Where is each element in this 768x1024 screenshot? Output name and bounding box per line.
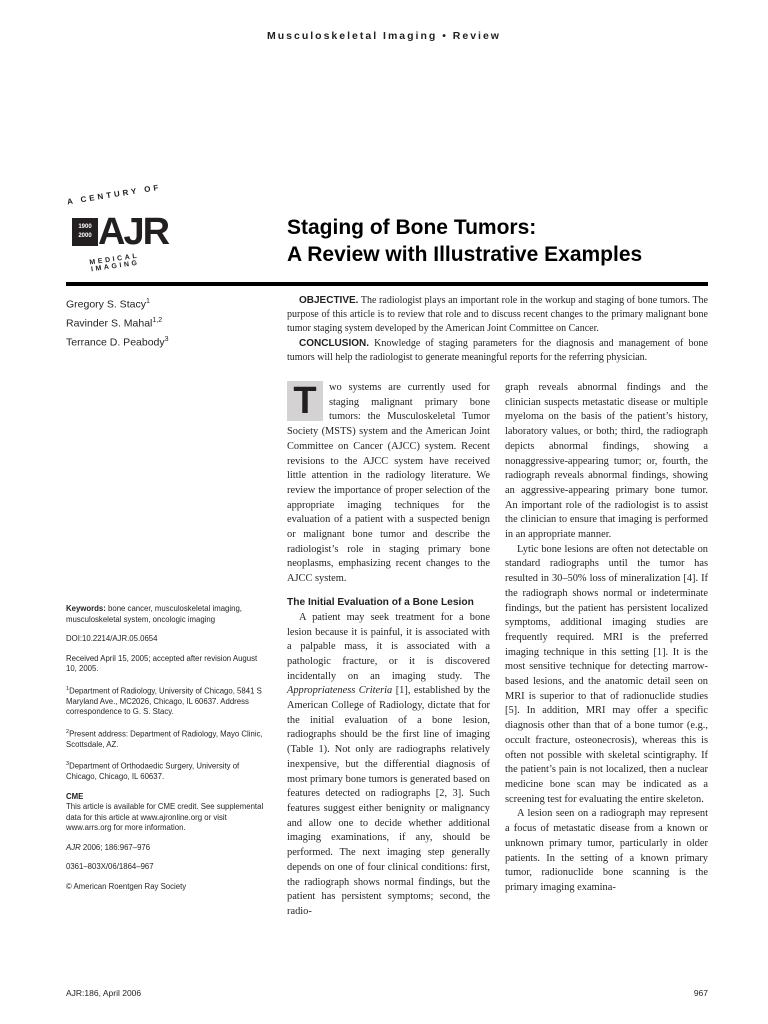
citation: AJR 2006; 186:967–976 bbox=[66, 842, 151, 852]
affiliation-2: $^2$Present address: Department of Radiology, Mayo Clinic, Scottsdale, AZ. bbox=[66, 728, 263, 749]
abstract-objective: OBJECTIVE. The radiologist plays an important role in the workup and staging of bone tumors. The purpose of this article is to review that role and to discuss recent changes to the primary malignant bone tumor staging system developed by the American Joint Committee on Cancer. bbox=[287, 295, 708, 335]
logo-mark bbox=[72, 210, 169, 254]
objective-label: OBJECTIVE. bbox=[299, 295, 359, 306]
doi: DOI:10.2214/AJR.05.0654 bbox=[66, 634, 158, 643]
body-paragraph: A patient may seek treatment for a bone lesion because it is painful, it is associated with a palpable mass, it is associated with a pathologic fracture, or it is discovered incidentally on an imaging study. The Appropriateness Criteria [1], established by the American College of Radiology, dictate that for the initial evaluation of a bone lesion, radiographs should be the first line of imaging (Table 1). Not only are radiographs relatively inexpensive, but the differential diagnosis of most primary bone tumors is generated based on features detected on radiographs [2, 3]. Such features suggest either benignity or malignancy and allow one to decide whether additional imaging examinations, if any, should be performed. The next imaging step generally depends on one of four clinical conditions: first, the radiograph shows normal findings, but the patient has persistent symptoms; second, the radio- bbox=[287, 611, 491, 917]
drop-cap: T bbox=[287, 381, 323, 421]
copyright: © American Roentgen Ray Society bbox=[66, 881, 187, 891]
page-number: 967 bbox=[693, 988, 708, 998]
title-line-2: A Review with Illustrative Examples bbox=[287, 243, 643, 266]
article-info-sidebar bbox=[66, 604, 266, 901]
affiliation-1: $^1$Department of Radiology, University of Chicago, 5841 S Maryland Ave., MC2026, Chicago, IL 60637. Address correspondence to G. S. Stacy. bbox=[66, 685, 262, 717]
body-column-1 bbox=[287, 381, 490, 920]
body-paragraph: A lesion seen on a radiograph may represent a focus of metastatic disease from a known or unknown primary tumor, particularly in older patients. In the setting of a known primary tumor, radionuclide bone scanning is the primary imaging examina- bbox=[505, 808, 708, 893]
cme-note: CME This article is available for CME credit. See supplemental data for this article at www.ajronline.org or visit www.arrs.org for more information. bbox=[66, 791, 264, 833]
author: Terrance D. Peabody$^3$ bbox=[66, 336, 169, 349]
abstract bbox=[287, 294, 708, 365]
footer-journal-issue: AJR:186, April 2006 bbox=[66, 988, 142, 998]
logo-top-text: A CENTURY OF bbox=[66, 182, 162, 207]
intro-paragraph: T wo systems are currently used for staging malignant primary bone tumors: the Musculoskeletal Tumor Society (MSTS) system and the American Joint Committee on Cancer (AJCC) system. Recent revisions to the AJCC system have received little attention in the radiology literature. We review the importance of proper selection of the appropriate imaging techniques for the evaluation of a patient with a suspected benign or malignant bone tumor and describe the radiologist’s role in staging primary bone neoplasms, emphasizing recent changes to the AJCC system. bbox=[287, 380, 490, 585]
running-head: Musculoskeletal Imaging • Review bbox=[267, 30, 501, 42]
article-title bbox=[287, 214, 727, 268]
author-list bbox=[66, 294, 266, 351]
author: Ravinder S. Mahal$^{1,2}$ bbox=[66, 317, 163, 330]
journal-logo bbox=[66, 182, 169, 274]
body-paragraph: graph reveals abnormal findings and the clinician suspects metastatic disease or multiple myeloma on the basis of the patient’s history, laboratory values, or both; third, the radiograph depicts abnormal findings, showing a nonaggressive-appearing tumor; or, fourth, the radiograph reveals abnormal findings, showing an aggressive-appearing primary bone tumor. An important role of the radiologist is to assist the clinician to ensure that imaging is performed in an appropriate manner. bbox=[505, 382, 708, 541]
conclusion-label: CONCLUSION. bbox=[299, 337, 369, 349]
logo-ajr: AJR bbox=[98, 211, 169, 253]
title-rule bbox=[66, 282, 708, 286]
abstract-conclusion: CONCLUSION. Knowledge of staging parameters for the diagnosis and management of bone tumors will help the radiologist to generate meaningful reports for the referring physician. bbox=[287, 337, 708, 363]
received-dates: Received April 15, 2005; accepted after revision August 10, 2005. bbox=[66, 653, 258, 673]
body-paragraph: Lytic bone lesions are often not detectable on standard radiographs until the tumor has resulted in 30–50% loss of mineralization [4]. If the radiograph shows normal or indeterminate findings, but the patient has persistent localized symptoms, additional imaging studies are frequently required. MRI is the preferred imaging technique in this setting [1]. It is the most sensitive technique for detecting marrow-based lesions, and the anatomic detail seen on MRI is superior to that of radionuclide studies [5]. In addition, MRI may offer a specific diagnosis other than that of a bone tumor (e.g., occult fracture, osteonecrosis), whereas this is often not possible with skeletal scintigraphy. If the patient’s pain is not localized, then a nuclear medicine bone scan may be indicated as a screening test for evaluating the entire skeleton. bbox=[505, 543, 708, 805]
issn: 0361–803X/06/1864–967 bbox=[66, 862, 154, 872]
author: Gregory S. Stacy$^1$ bbox=[66, 298, 150, 311]
affiliation-3: $^3$Department of Orthodaedic Surgery, University of Chicago, Chicago, IL 60637. bbox=[66, 761, 240, 782]
logo-year-end: 2000 bbox=[78, 233, 92, 239]
keywords: Keywords: bone cancer, musculoskeletal imaging, musculoskeletal system, oncologic imaging bbox=[66, 604, 242, 624]
logo-years bbox=[72, 218, 98, 246]
logo-bottom-text: MEDICAL IMAGING bbox=[89, 252, 141, 274]
title-line-1: Staging of Bone Tumors: bbox=[287, 216, 537, 239]
body-column-2 bbox=[505, 381, 708, 896]
logo-year-start: 1900 bbox=[78, 224, 92, 230]
section-heading: The Initial Evaluation of a Bone Lesion bbox=[287, 596, 474, 608]
